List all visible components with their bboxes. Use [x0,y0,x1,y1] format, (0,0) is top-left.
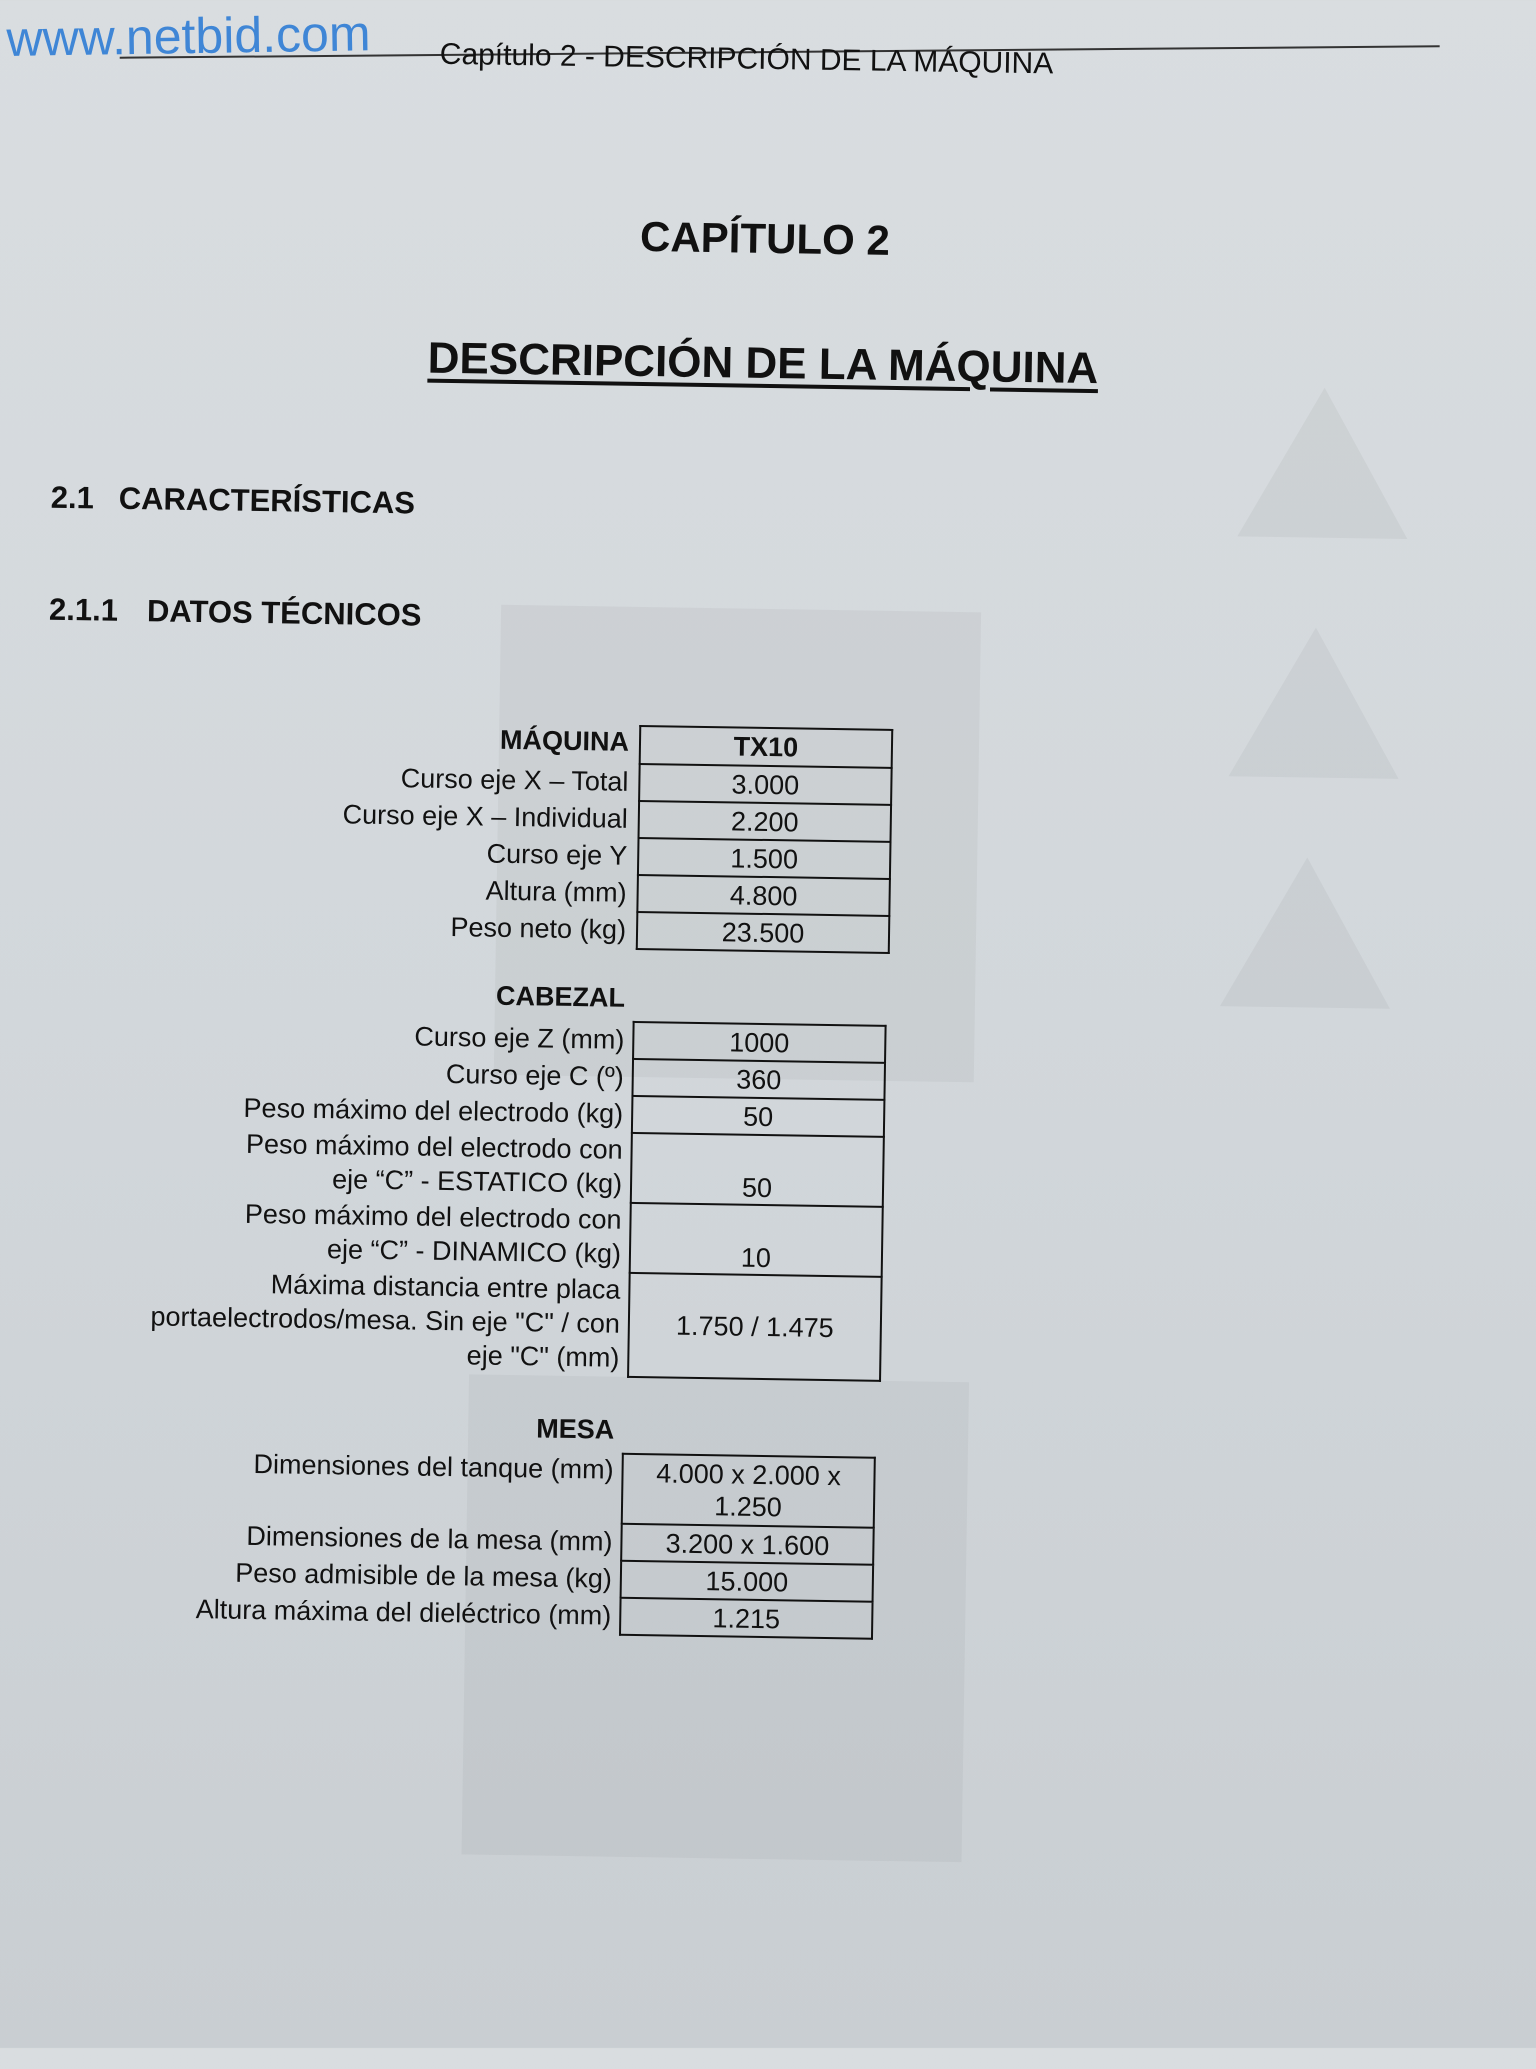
running-header: Capítulo 2 - DESCRIPCIÓN DE LA MÁQUINA [439,37,1054,81]
spec-label: Curso eje Y [486,838,628,871]
spec-label-line: Máxima distancia entre placa [270,1269,621,1305]
bleedthrough-warning-triangle [1237,386,1409,539]
spec-value: 4.800 [637,875,890,916]
spec-label: Curso eje Z (mm) [414,1020,625,1055]
model-header: TX10 [640,726,893,768]
spec-label-line: Peso máximo del electrodo con [245,1128,623,1165]
spec-label-line: Peso máximo del electrodo con [244,1198,622,1235]
spec-label: Curso eje C (º) [445,1058,625,1092]
mesa-table [619,1453,876,1640]
maquina-table [636,725,894,954]
spec-label: Curso eje X – Individual [342,798,629,834]
cabezal-labels [59,1012,625,1376]
section-number: 2.1 [50,479,95,516]
spec-value: 1.215 [620,1598,873,1639]
spec-value-line: 1.250 [714,1491,783,1523]
spec-value: 3.000 [639,764,892,805]
section-heading-2-1-1 [49,592,422,634]
spec-label-line: eje “C” - ESTATICO (kg) [331,1164,623,1199]
section-heading-2-1 [51,480,416,522]
spec-label-line: portaelectrodos/mesa. Sin eje "C" / con [150,1301,621,1339]
spec-value: 50 [631,1133,884,1207]
spec-label: Curso eje X – Total [400,762,629,797]
bleedthrough-warning-triangle [1229,626,1401,779]
spec-value: 3.200 x 1.600 [621,1524,874,1565]
spec-value: 1.750 / 1.475 [628,1273,882,1381]
mesa-heading: MESA [535,1413,615,1445]
spec-value: 50 [632,1096,885,1137]
cabezal-table [627,1021,887,1382]
chapter-number: CAPÍTULO 2 [639,212,891,264]
spec-label: Dimensiones del tanque (mm) [253,1449,614,1485]
spec-label: Dimensiones de la mesa (mm) [246,1520,613,1557]
spec-label: Altura (mm) [485,875,627,908]
chapter-title-text: DESCRIPCIÓN DE LA MÁQUINA [427,333,1099,394]
maquina-labels [136,755,629,948]
spec-value: 1.500 [638,838,891,879]
section-title: CARACTERÍSTICAS [118,480,416,521]
spec-label: Peso neto (kg) [450,911,627,945]
spec-value: 360 [632,1059,885,1100]
maquina-heading: MÁQUINA [499,724,630,757]
spec-label-line: eje "C" (mm) [466,1340,620,1373]
spec-value: 23.500 [637,912,890,953]
spec-label [61,1193,622,1272]
spec-label-line: eje “C” - DINAMICO (kg) [326,1234,622,1269]
chapter-title [0,327,1531,401]
spec-label [62,1123,623,1202]
watermark-link[interactable]: www.netbid.com [6,5,371,67]
spec-value: 15.000 [621,1561,874,1602]
section-number: 2.1.1 [48,591,119,628]
spec-value-line: 4.000 x 2.000 x [655,1458,842,1492]
spec-label: Altura máxima del dieléctrico (mm) [195,1593,612,1631]
spec-label: Peso admisible de la mesa (kg) [235,1557,613,1594]
spec-value [622,1454,875,1528]
spec-value: 1000 [633,1022,886,1063]
spec-value: 2.200 [639,801,892,842]
mesa-labels [95,1445,614,1634]
bleedthrough-warning-triangle [1220,856,1392,1009]
spec-value: 10 [630,1203,883,1277]
cabezal-heading: CABEZAL [495,980,626,1013]
spec-label: Peso máximo del electrodo (kg) [243,1092,624,1129]
spec-label [59,1263,621,1376]
section-title: DATOS TÉCNICOS [146,593,422,633]
